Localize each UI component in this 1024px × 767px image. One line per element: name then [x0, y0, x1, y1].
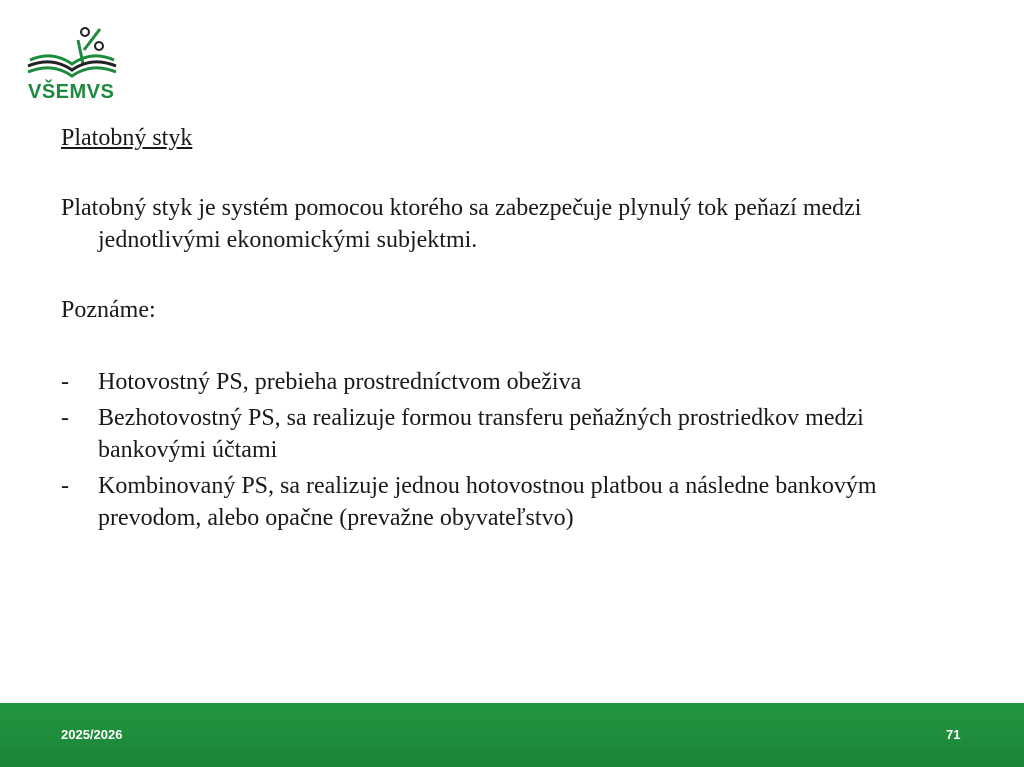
list-bullet: - — [61, 405, 69, 431]
list-item — [61, 470, 961, 534]
slide-title: Platobný styk — [61, 125, 193, 151]
list-item-text: Bezhotovostný PS, sa realizuje formou transferu peňažných prostriedkov medzi bankovými účtami — [98, 405, 864, 463]
book-percent-icon — [26, 26, 118, 82]
lead-text: Poznáme: — [61, 297, 156, 323]
logo-wordmark: VŠEMVS — [28, 81, 115, 103]
vsemvs-logo — [26, 26, 118, 106]
list-item-text: Hotovostný PS, prebieha prostredníctvom obeživa — [98, 369, 582, 395]
list-item — [61, 402, 961, 466]
payment-types-list — [61, 366, 961, 534]
list-item-text: Kombinovaný PS, sa realizuje jednou hotovostnou platbou a následne bankovým prevodom, alebo opačne (prevažne obyvateľstvo) — [98, 473, 877, 531]
academic-year: 2025/2026 — [61, 727, 123, 742]
list-item — [61, 366, 961, 398]
list-bullet: - — [61, 473, 69, 499]
slide-content — [61, 120, 961, 538]
list-bullet: - — [61, 369, 69, 395]
definition-text: Platobný styk je systém pomocou ktorého sa zabezpečuje plynulý tok peňazí medzi jednotlivými ekonomickými subjektmi. — [61, 195, 862, 253]
page-number: 71 — [946, 727, 961, 742]
footer-bar — [0, 703, 1024, 767]
